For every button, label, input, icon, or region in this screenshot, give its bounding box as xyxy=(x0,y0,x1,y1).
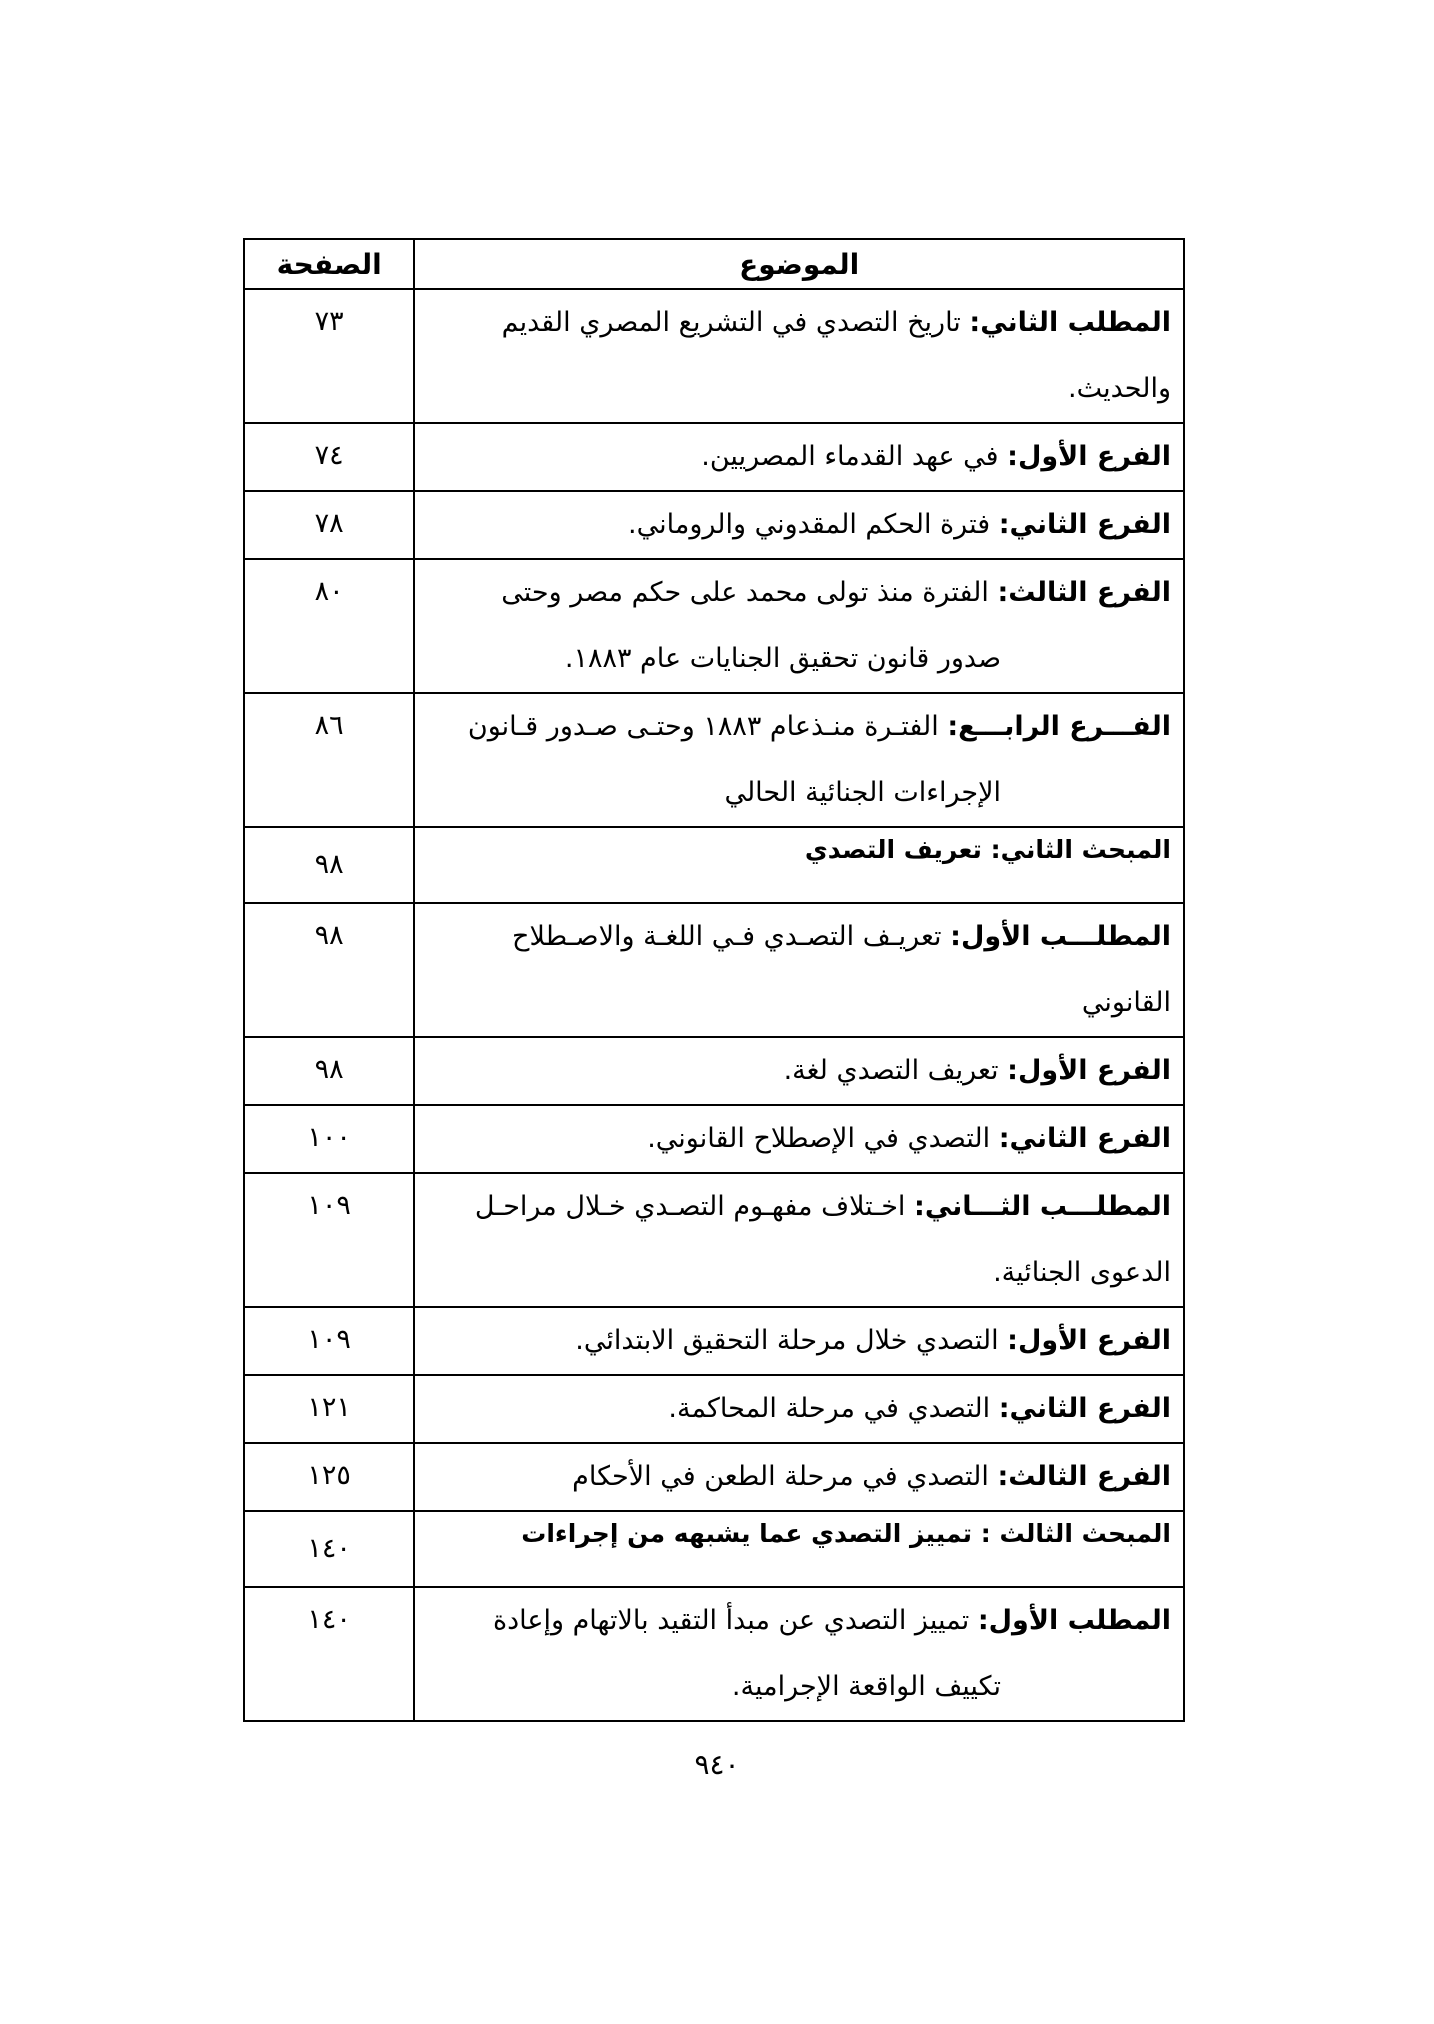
entry-heading: المطلب الثاني: xyxy=(969,307,1171,338)
entry-text: تعريف التصدي لغة. xyxy=(783,1055,1008,1086)
table-header-row xyxy=(244,239,1184,289)
page-cell: ١٢٥ xyxy=(244,1443,414,1511)
entry-heading: الفرع الثاني: xyxy=(998,509,1171,540)
table-row xyxy=(244,1173,1184,1307)
entry-text: الفتـرة منـذعام ١٨٨٣ وحتـى صـدور قـانون xyxy=(467,711,948,742)
table-row xyxy=(244,1587,1184,1721)
topic-cell xyxy=(414,1307,1184,1375)
topic-cell xyxy=(414,289,1184,423)
table-row xyxy=(244,289,1184,423)
entry-text: تعريـف التصـدي فـي اللغـة والاصـطلاح xyxy=(512,921,951,952)
entry-text-continued: والحديث. xyxy=(1068,373,1171,404)
topic-cell xyxy=(414,827,1184,903)
table-row xyxy=(244,1037,1184,1105)
entry-text-continued: صدور قانون تحقيق الجنايات عام ١٨٨٣. xyxy=(564,643,1001,674)
page-number: ٩٤٠ xyxy=(694,1748,740,1781)
page-cell: ١٢١ xyxy=(244,1375,414,1443)
entry-heading: الفرع الثالث: xyxy=(997,1461,1171,1492)
entry-text-continued: تكييف الواقعة الإجرامية. xyxy=(731,1671,1001,1702)
page-cell: ٨٠ xyxy=(244,559,414,693)
entry-heading: المبحث الثاني: xyxy=(990,835,1171,864)
page-cell: ٧٨ xyxy=(244,491,414,559)
entry-text: التصدي في مرحلة الطعن في الأحكام xyxy=(572,1461,998,1492)
entry-heading: الفرع الثاني: xyxy=(998,1393,1171,1424)
topic-cell xyxy=(414,1105,1184,1173)
entry-text: التصدي في مرحلة المحاكمة. xyxy=(668,1393,999,1424)
topic-column-header: الموضوع xyxy=(414,239,1184,289)
entry-heading: المطلـــب الأول: xyxy=(950,921,1171,952)
topic-cell xyxy=(414,1443,1184,1511)
page-cell: ١٠٠ xyxy=(244,1105,414,1173)
entry-text: تاريخ التصدي في التشريع المصري القديم xyxy=(501,307,970,338)
page-cell: ٧٤ xyxy=(244,423,414,491)
topic-cell xyxy=(414,491,1184,559)
entry-heading: الفرع الأول: xyxy=(1007,1055,1171,1086)
entry-text: في عهد القدماء المصريين. xyxy=(701,441,1008,472)
table-row xyxy=(244,1375,1184,1443)
topic-cell xyxy=(414,1037,1184,1105)
table-row xyxy=(244,1511,1184,1587)
topic-cell xyxy=(414,1173,1184,1307)
topic-cell xyxy=(414,1511,1184,1587)
topic-cell xyxy=(414,423,1184,491)
table-row xyxy=(244,903,1184,1037)
entry-text-continued: الإجراءات الجنائية الحالي xyxy=(724,777,1001,808)
entry-text: فترة الحكم المقدوني والروماني. xyxy=(628,509,999,540)
page-cell: ١٠٩ xyxy=(244,1173,414,1307)
table-row xyxy=(244,693,1184,827)
entry-heading: الفرع الثالث: xyxy=(997,577,1171,608)
page-cell: ٩٨ xyxy=(244,827,414,903)
entry-heading: الفـــرع الرابـــع: xyxy=(947,711,1171,742)
entry-text: التصدي خلال مرحلة التحقيق الابتدائي. xyxy=(575,1325,1008,1356)
entry-heading: المطلـــب الثـــاني: xyxy=(914,1191,1171,1222)
table-row xyxy=(244,423,1184,491)
page-cell: ١٠٩ xyxy=(244,1307,414,1375)
topic-cell xyxy=(414,903,1184,1037)
entry-text-continued: الدعوى الجنائية. xyxy=(993,1257,1171,1288)
topic-cell xyxy=(414,693,1184,827)
table-of-contents xyxy=(243,238,1185,1722)
table-row xyxy=(244,827,1184,903)
entry-heading: الفرع الثاني: xyxy=(998,1123,1171,1154)
table-row xyxy=(244,1105,1184,1173)
entry-heading: الفرع الأول: xyxy=(1007,441,1171,472)
table-row xyxy=(244,1307,1184,1375)
page-cell: ٧٣ xyxy=(244,289,414,423)
entry-heading: الفرع الأول: xyxy=(1007,1325,1171,1356)
entry-text: تمييز التصدي عن مبدأ التقيد بالاتهام وإعادة xyxy=(492,1605,978,1636)
page-column-header: الصفحة xyxy=(244,239,414,289)
page-cell: ٨٦ xyxy=(244,693,414,827)
table-row xyxy=(244,559,1184,693)
topic-cell xyxy=(414,1375,1184,1443)
entry-text: تعريف التصدي xyxy=(804,835,991,864)
page-cell: ١٤٠ xyxy=(244,1511,414,1587)
topic-cell xyxy=(414,1587,1184,1721)
entry-heading: المطلب الأول: xyxy=(977,1605,1171,1636)
entry-text: التصدي في الإصطلاح القانوني. xyxy=(647,1123,999,1154)
page-cell: ٩٨ xyxy=(244,1037,414,1105)
entry-heading: المبحث الثالث : xyxy=(980,1519,1171,1548)
page-cell: ٩٨ xyxy=(244,903,414,1037)
page-cell: ١٤٠ xyxy=(244,1587,414,1721)
table-row xyxy=(244,1443,1184,1511)
entry-text: الفترة منذ تولى محمد على حكم مصر وحتى xyxy=(501,577,998,608)
entry-text: تمييز التصدي عما يشبهه من إجراءات xyxy=(521,1519,981,1548)
topic-cell xyxy=(414,559,1184,693)
entry-text-continued: القانوني xyxy=(1081,987,1171,1018)
table-row xyxy=(244,491,1184,559)
entry-text: اخـتلاف مفهـوم التصـدي خـلال مراحـل xyxy=(474,1191,915,1222)
